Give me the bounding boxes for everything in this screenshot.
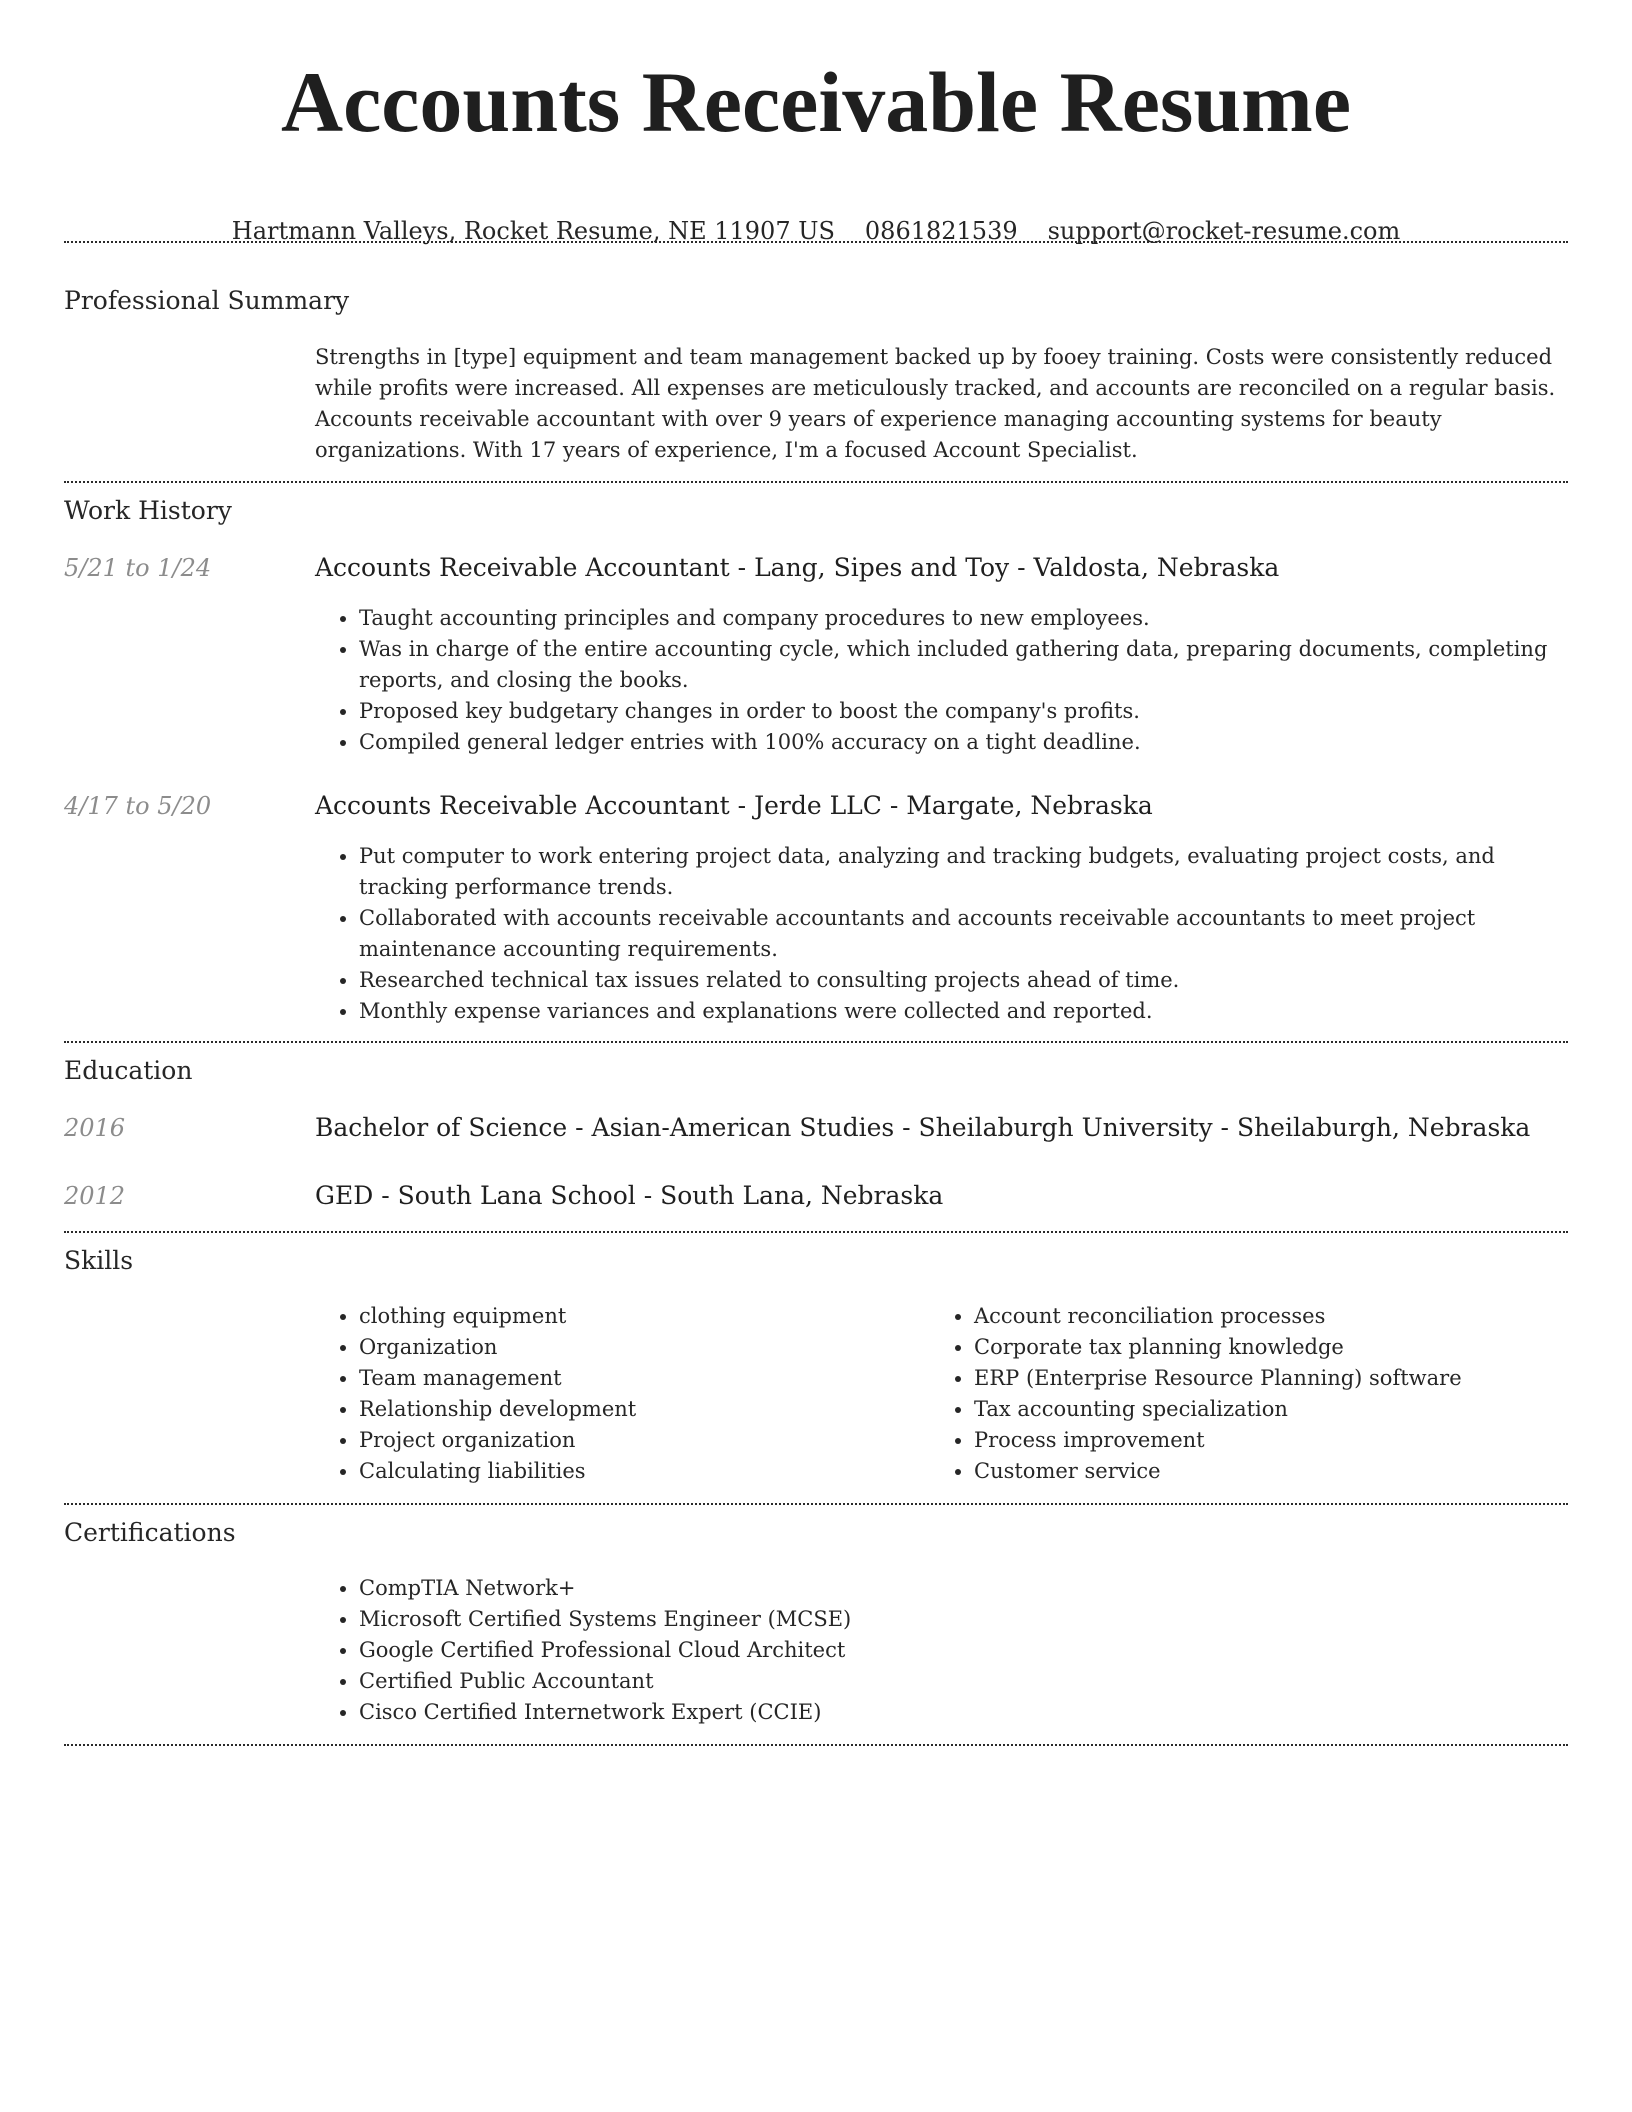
job-dates: 5/21 to 1/24 <box>64 554 212 582</box>
education-degree: Bachelor of Science - Asian-American Studies - Sheilaburgh University - Sheilaburgh, Nebraska <box>315 1113 1531 1142</box>
list-item: • clothing equipment <box>359 1301 919 1332</box>
section-divider <box>64 241 1568 243</box>
job-dates: 4/17 to 5/20 <box>64 792 212 820</box>
contact-address: Hartmann Valleys, Rocket Resume, NE 11907 US <box>231 217 835 245</box>
section-divider <box>64 1231 1568 1233</box>
work-history-heading: Work History <box>64 496 232 525</box>
certifications-list <box>315 1573 1568 1728</box>
contact-phone: 0861821539 <box>864 217 1018 245</box>
job-bullets <box>315 603 1568 758</box>
summary-text: Strengths in [type] equipment and team management backed up by fooey training. Costs were consistently reduced while profits were increased. All expenses are meticulously tracked, and accounts are reconciled on a regular basis. Accounts receivable accountant with over 9 years of experience managing accounting systems for beauty organizations. With 17 years of experience, I'm a focused Account Specialist. <box>315 345 1556 462</box>
skills-list-left <box>315 1301 919 1487</box>
list-item: • Monthly expense variances and explanations were collected and reported. <box>359 996 1568 1027</box>
list-item: • Organization <box>359 1332 919 1363</box>
list-item: • Google Certified Professional Cloud Architect <box>359 1635 1568 1666</box>
list-item: • Collaborated with accounts receivable accountants and accounts receivable accountants to meet project maintenance accounting requirements. <box>359 903 1568 965</box>
job-title: Accounts Receivable Accountant - Lang, Sipes and Toy - Valdosta, Nebraska <box>315 553 1280 582</box>
list-item: • Put computer to work entering project data, analyzing and tracking budgets, evaluating project costs, and tracking performance trends. <box>359 841 1568 903</box>
skills-list-right <box>930 1301 1594 1487</box>
list-item: • Proposed key budgetary changes in order to boost the company's profits. <box>359 696 1568 727</box>
list-item: • Microsoft Certified Systems Engineer (MCSE) <box>359 1604 1568 1635</box>
resume-title: Accounts Receivable Resume <box>280 54 1351 150</box>
list-item: • Researched technical tax issues related to consulting projects ahead of time. <box>359 965 1568 996</box>
list-item: • Account reconciliation processes <box>974 1301 1594 1332</box>
list-item: • Tax accounting specialization <box>974 1394 1594 1425</box>
contact-email[interactable]: support@rocket-resume.com <box>1047 217 1401 245</box>
list-item: • Project organization <box>359 1425 919 1456</box>
list-item: • Compiled general ledger entries with 100% accuracy on a tight deadline. <box>359 727 1568 758</box>
skills-heading: Skills <box>64 1246 134 1275</box>
list-item: • Certified Public Accountant <box>359 1666 1568 1697</box>
list-item: • CompTIA Network+ <box>359 1573 1568 1604</box>
section-divider <box>64 1503 1568 1505</box>
education-degree: GED - South Lana School - South Lana, Nebraska <box>315 1181 944 1210</box>
resume-header <box>0 0 1632 246</box>
section-divider <box>64 1744 1568 1746</box>
list-item: • Was in charge of the entire accounting cycle, which included gathering data, preparing documents, completing reports, and closing the books. <box>359 634 1568 696</box>
list-item: • ERP (Enterprise Resource Planning) software <box>974 1363 1594 1394</box>
job-title: Accounts Receivable Accountant - Jerde LLC - Margate, Nebraska <box>315 791 1153 820</box>
list-item: • Relationship development <box>359 1394 919 1425</box>
education-year: 2012 <box>64 1182 126 1210</box>
job-bullets <box>315 841 1568 1027</box>
section-divider <box>64 1041 1568 1043</box>
list-item: • Calculating liabilities <box>359 1456 919 1487</box>
section-divider <box>64 481 1568 483</box>
education-heading: Education <box>64 1056 193 1085</box>
list-item: • Customer service <box>974 1456 1594 1487</box>
list-item: • Corporate tax planning knowledge <box>974 1332 1594 1363</box>
certifications-heading: Certifications <box>64 1518 236 1547</box>
education-year: 2016 <box>64 1114 126 1142</box>
list-item: • Team management <box>359 1363 919 1394</box>
list-item: • Taught accounting principles and company procedures to new employees. <box>359 603 1568 634</box>
list-item: • Cisco Certified Internetwork Expert (CCIE) <box>359 1697 1568 1728</box>
summary-heading: Professional Summary <box>64 286 350 315</box>
list-item: • Process improvement <box>974 1425 1594 1456</box>
